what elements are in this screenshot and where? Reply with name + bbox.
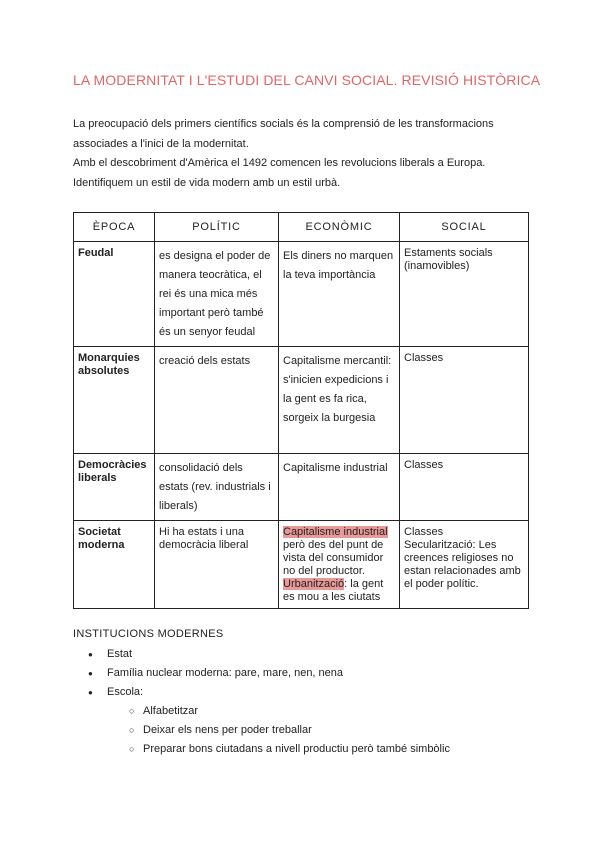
- sublist-item: ○ Preparar bons ciutadans a nivell productiu però també simbòlic: [129, 740, 450, 759]
- table-row: [74, 347, 529, 454]
- cell-economic: Els diners no marquen la teva importància: [279, 242, 400, 347]
- cell-social: Classes: [400, 454, 529, 521]
- cell-politic: es designa el poder de manera teocràtica, el rei és una mica més important però també és un senyor feudal: [155, 242, 279, 347]
- intro-line: La preocupació dels primers científics socials és la comprensió de les transformacions: [73, 118, 494, 130]
- cell-social: Classes: [400, 347, 529, 454]
- institutions-title: INSTITUCIONS MODERNES: [73, 628, 224, 640]
- list-item: ● Estat: [88, 645, 450, 664]
- economic-text: però des del punt de vista del consumidor no del productor.: [283, 539, 384, 577]
- intro-line: Amb el descobriment d'Amèrica el 1492 comencen les revolucions liberals a Europa.: [73, 157, 486, 169]
- cell-epoch: Monarquies absolutes: [74, 347, 155, 454]
- cell-social: Estaments socials (inamovibles): [400, 242, 529, 347]
- institutions-list: [88, 645, 450, 759]
- intro-paragraph: [73, 115, 543, 193]
- list-item: ● Família nuclear moderna: pare, mare, nen, nena: [88, 664, 450, 683]
- cell-politic: consolidació dels estats (rev. industrials i liberals): [155, 454, 279, 521]
- cell-politic: Hi ha estats i una democràcia liberal: [155, 521, 279, 609]
- header-politic: POLÍTIC: [155, 213, 279, 242]
- cell-epoch: Democràcies liberals: [74, 454, 155, 521]
- document-title: LA MODERNITAT I L'ESTUDI DEL CANVI SOCIAL. REVISIÓ HISTÒRICA: [73, 72, 541, 88]
- header-social: SOCIAL: [400, 213, 529, 242]
- table-header-row: [74, 213, 529, 242]
- intro-line: associades a l'inici de la modernitat.: [73, 137, 249, 150]
- cell-economic: Capitalisme mercantil: s'inicien expedicions i la gent es fa rica, sorgeix la burgesia: [279, 347, 400, 454]
- cell-politic: creació dels estats: [155, 347, 279, 454]
- sublist-wrapper: [88, 702, 450, 759]
- highlight-capitalisme: Capitalisme industrial: [283, 526, 388, 538]
- cell-social: [400, 521, 529, 609]
- list-item-label: Escola:: [107, 686, 144, 698]
- cell-epoch: Societat moderna: [74, 521, 155, 609]
- sublist-item: ○ Deixar els nens per poder treballar: [129, 721, 450, 740]
- table-row: [74, 521, 529, 609]
- social-text: Secularització: Les creences religioses no estan relacionades amb el poder polític.: [404, 539, 521, 590]
- list-item: [88, 683, 450, 702]
- economic-text: : la gent es mou a les ciutats: [283, 578, 384, 603]
- cell-epoch: Feudal: [74, 242, 155, 347]
- cell-economic: Capitalisme industrial: [279, 454, 400, 521]
- table-row: [74, 242, 529, 347]
- highlight-urbanitzacio: Urbanització: [283, 578, 345, 590]
- social-text: Classes: [404, 526, 444, 538]
- header-epoca: ÈPOCA: [74, 213, 155, 242]
- sublist-item: ○ Alfabetitzar: [129, 702, 450, 721]
- header-economic: ECONÒMIC: [279, 213, 400, 242]
- history-table: [73, 212, 529, 609]
- cell-economic: [279, 521, 400, 609]
- table-row: [74, 454, 529, 521]
- school-sublist: [88, 702, 450, 759]
- intro-line: Identifiquem un estil de vida modern amb un estil urbà.: [73, 176, 341, 189]
